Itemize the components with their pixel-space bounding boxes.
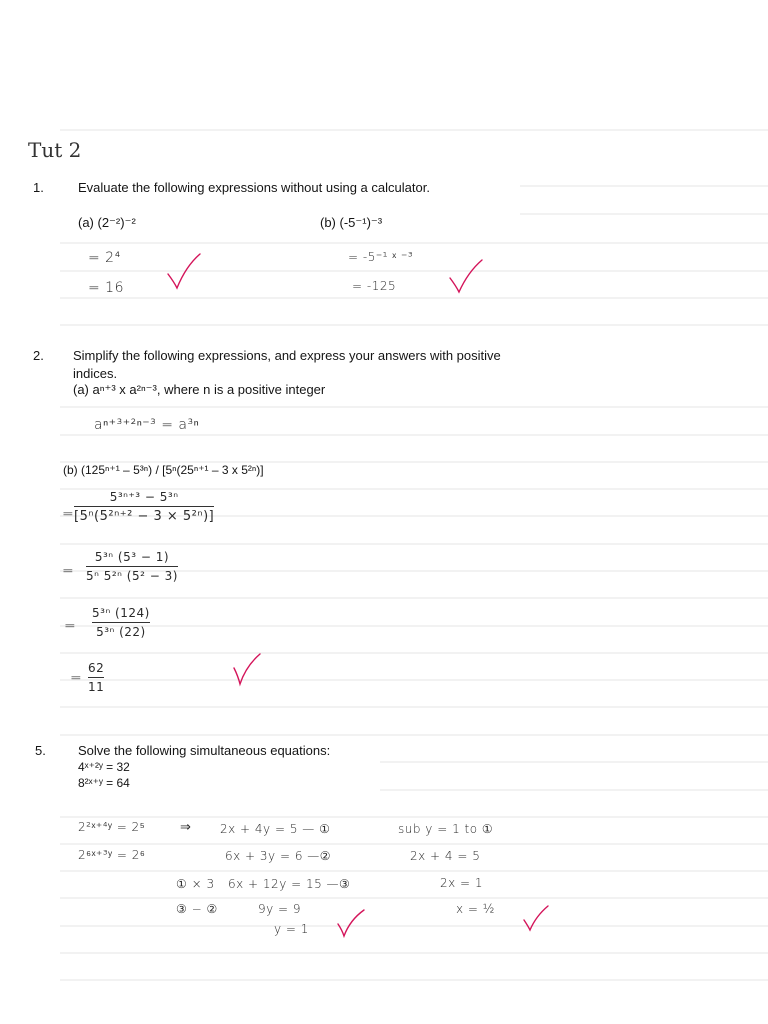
q5-equation-step-4: 9y = 9 [258,902,302,916]
q2-number: 2. [33,348,44,363]
q2b-step-4-numerator: 62 [88,661,105,675]
q2-prompt-line2: indices. [73,366,118,381]
fraction-bar [86,566,178,567]
q2b-step-2-denominator: 5ⁿ 5²ⁿ (5² − 3) [86,569,178,583]
q5-step-label-1: ① × 3 [176,877,215,891]
q5-right-step-1: sub y = 1 to ① [398,822,494,836]
q2b-step-4-fraction [88,661,104,694]
q2-prompt-line1: Simplify the following expressions, and express your answers with positive [73,348,501,363]
q2b-check-mark [232,652,262,688]
q1a-check-mark [166,252,202,292]
fraction-bar [74,506,214,507]
q2b-step-3-fraction [92,606,150,639]
q5-equation-step-3: 6x + 12y = 15 —③ [228,877,351,891]
q5-equation-step-1: 2x + 4y = 5 — ① [220,822,331,836]
q5-y-check-mark [336,908,366,940]
q2b-step-1-lead: = [62,506,75,522]
q5-x-check-mark [522,904,550,934]
q1b-step-2: = -125 [352,279,397,293]
q5-step-label-2: ③ − ② [176,902,218,916]
q1a-step-1: = 2⁴ [88,250,121,266]
q5-number: 5. [35,743,46,758]
q2b-step-2-lead: = [62,563,75,579]
q5-equation-step-2: 6x + 3y = 6 —② [225,849,332,863]
q2b-step-4-lead: = [70,670,83,686]
q5-left-step-1: 2²ˣ⁺⁴ʸ = 2⁵ [78,820,146,834]
q2b-step-2-fraction [86,550,178,583]
implies-arrow-icon: ⇒ [180,820,192,835]
fraction-bar [88,677,104,678]
q1b-step-1: = -5⁻¹ ˣ ⁻³ [348,250,414,264]
q2b-step-3-lead: = [64,618,77,634]
page-heading: Tut 2 [28,138,82,162]
q2b-step-4-denominator: 11 [88,680,105,694]
q2b-step-2-numerator: 5³ⁿ (5³ − 1) [94,550,170,564]
fraction-bar [92,622,150,623]
q5-right-step-3: 2x = 1 [440,876,484,890]
q1b-check-mark [448,258,484,296]
q5-equation-2: 8²ˣ⁺ʸ = 64 [78,776,130,790]
q1a-step-2: = 16 [88,280,124,296]
q2b-step-3-denominator: 5³ⁿ (22) [96,625,146,639]
q2-part-b: (b) (125ⁿ⁺¹ – 5³ⁿ) / [5ⁿ(25ⁿ⁺¹ – 3 x 5²ⁿ)] [63,463,264,477]
q2-part-a: (a) aⁿ⁺³ x a²ⁿ⁻³, where n is a positive integer [73,382,326,397]
q5-prompt: Solve the following simultaneous equations: [78,743,331,758]
q1-part-a: (a) (2⁻²)⁻² [78,215,136,230]
q2a-working: aⁿ⁺³⁺²ⁿ⁻³ = a³ⁿ [94,417,200,433]
q5-right-step-2: 2x + 4 = 5 [410,849,481,863]
q2b-step-1-fraction [74,490,214,524]
q5-equation-1: 4ˣ⁺²ʸ = 32 [78,760,130,774]
q1-part-b: (b) (-5⁻¹)⁻³ [320,215,383,230]
q5-left-step-2: 2⁶ˣ⁺³ʸ = 2⁶ [78,848,146,862]
q5-right-step-4: x = ½ [456,902,495,916]
q2b-step-1-denominator: [5ⁿ(5²ⁿ⁺² − 3 × 5²ⁿ)] [74,509,215,524]
q2b-step-1-numerator: 5³ⁿ⁺³ − 5³ⁿ [109,490,179,504]
q5-equation-step-5: y = 1 [274,922,309,936]
q1-number: 1. [33,180,44,195]
q2b-step-3-numerator: 5³ⁿ (124) [92,606,150,620]
q1-prompt: Evaluate the following expressions without using a calculator. [78,180,430,195]
